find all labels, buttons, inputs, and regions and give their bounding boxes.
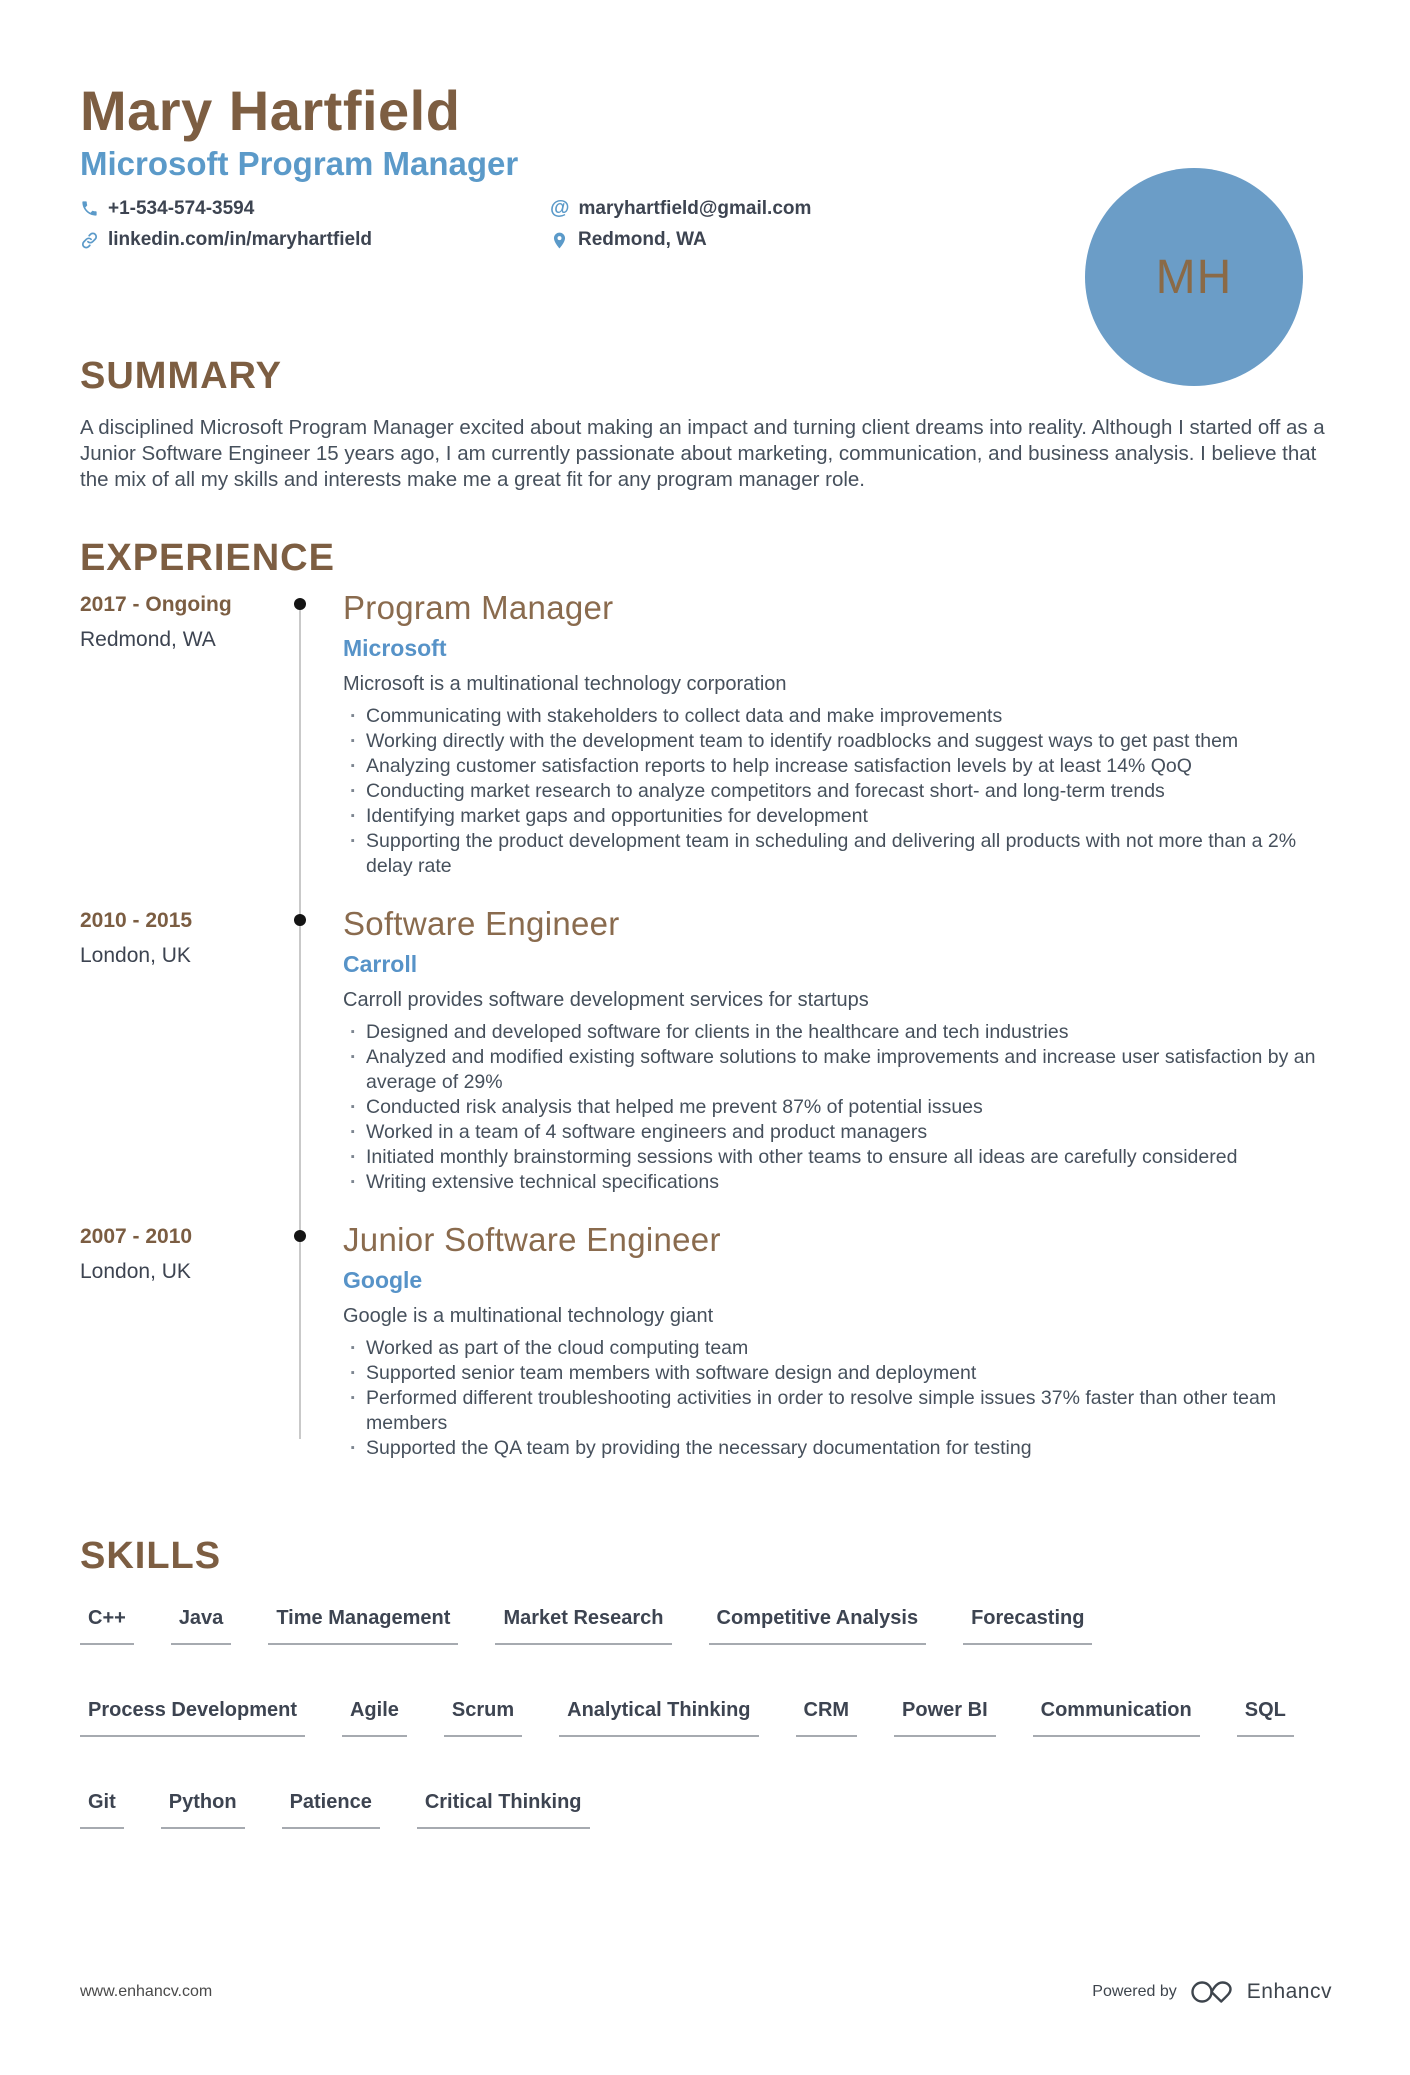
contact-email[interactable] [550, 197, 980, 220]
job-bullet: · Analyzing customer satisfaction reports to help increase satisfaction levels by at least 14% QoQ [343, 754, 1330, 779]
summary-text: A disciplined Microsoft Program Manager excited about making an impact and turning client dreams into reality. Although I started off as a Junior Software Engineer 15 years ago, I am currently passionate about marketing, communication, and business analysis. I believe that the mix of all my skills and interests make me a great fit for any program manager role. [80, 416, 1325, 491]
skills-list [80, 1607, 1340, 1829]
job-bullet: · Writing extensive technical specifications [343, 1170, 1330, 1195]
job-location: London, UK [80, 944, 191, 967]
skill-tag: Critical Thinking [417, 1791, 590, 1829]
experience-heading: EXPERIENCE [80, 537, 335, 579]
link-icon [80, 231, 99, 250]
avatar-initials: MH [1155, 250, 1233, 304]
job-title: Junior Software Engineer [343, 1221, 721, 1258]
brand-name-link[interactable]: Enhancv [1246, 1980, 1332, 2003]
pin-icon [550, 231, 569, 250]
job-description: Microsoft is a multinational technology corporation [343, 673, 787, 695]
footer [80, 1978, 1332, 2006]
job-bullets [343, 1336, 1330, 1461]
skill-tag: Patience [282, 1791, 380, 1829]
skill-tag: Forecasting [963, 1607, 1092, 1645]
contact-phone-value: +1-534-574-3594 [108, 197, 255, 219]
skill-tag: Communication [1033, 1699, 1200, 1737]
job-company: Microsoft [343, 635, 447, 661]
job-location: Redmond, WA [80, 628, 216, 651]
at-icon: @ [550, 197, 570, 219]
job-title: Software Engineer [343, 905, 620, 942]
job-entry [80, 589, 1330, 879]
job-description: Google is a multinational technology giant [343, 1305, 714, 1327]
job-bullets [343, 1020, 1330, 1195]
skill-tag: Power BI [894, 1699, 996, 1737]
skill-tag: Python [161, 1791, 245, 1829]
job-content [343, 1221, 1330, 1461]
skill-tag: Git [80, 1791, 124, 1829]
timeline-line [299, 605, 301, 1439]
timeline-cell [289, 1225, 343, 1461]
job-company: Google [343, 1267, 423, 1293]
skill-tag: Analytical Thinking [559, 1699, 758, 1737]
avatar [1085, 168, 1303, 386]
infinity-logo [1189, 1978, 1235, 2006]
skill-tag: Java [171, 1607, 232, 1645]
footer-branding [1092, 1978, 1332, 2006]
job-entry [80, 905, 1330, 1195]
person-headline: Microsoft Program Manager [80, 145, 519, 182]
person-name: Mary Hartfield [80, 79, 461, 142]
timeline-dot [294, 914, 306, 926]
job-title: Program Manager [343, 589, 614, 626]
skill-tag: Market Research [495, 1607, 671, 1645]
job-bullet: · Supported senior team members with software design and deployment [343, 1361, 1330, 1386]
timeline-dot [294, 598, 306, 610]
job-content [343, 589, 1330, 879]
skill-tag: CRM [796, 1699, 858, 1737]
contact-email-value: maryhartfield@gmail.com [578, 197, 812, 219]
job-bullet: · Conducted risk analysis that helped me prevent 87% of potential issues [343, 1095, 1330, 1120]
skills-heading: SKILLS [80, 1535, 222, 1577]
job-dates: 2010 - 2015 [80, 909, 193, 932]
job-location: London, UK [80, 1260, 191, 1283]
summary-heading: SUMMARY [80, 355, 282, 397]
skill-tag: C++ [80, 1607, 134, 1645]
skill-tag: Process Development [80, 1699, 305, 1737]
contact-linkedin-value: linkedin.com/in/maryhartfield [108, 229, 372, 250]
job-dates: 2017 - Ongoing [80, 593, 232, 616]
job-bullets [343, 704, 1330, 879]
job-bullet: · Supported the QA team by providing the necessary documentation for testing [343, 1436, 1330, 1461]
phone-icon [80, 199, 99, 218]
job-bullet: · Worked as part of the cloud computing team [343, 1336, 1330, 1361]
job-description: Carroll provides software development services for startups [343, 989, 869, 1011]
job-meta [80, 1225, 289, 1461]
job-dates: 2007 - 2010 [80, 1225, 193, 1248]
job-bullet: · Worked in a team of 4 software engineers and product managers [343, 1120, 1330, 1145]
job-company: Carroll [343, 951, 418, 977]
job-meta [80, 593, 289, 879]
contact-location-value: Redmond, WA [578, 229, 707, 250]
skill-tag: SQL [1237, 1699, 1294, 1737]
job-bullet: · Initiated monthly brainstorming sessions with other teams to ensure all ideas are carefully considered [343, 1145, 1330, 1170]
powered-by-label: Powered by [1092, 1983, 1177, 2000]
skill-tag: Scrum [444, 1699, 522, 1737]
skill-tag: Time Management [268, 1607, 458, 1645]
experience-timeline [80, 589, 1330, 1461]
timeline-cell [289, 593, 343, 879]
resume-page [0, 80, 1410, 1829]
job-bullet: · Performed different troubleshooting activities in order to resolve simple issues 37% faster than other team members [343, 1386, 1330, 1436]
job-bullet: · Identifying market gaps and opportunities for development [343, 804, 1330, 829]
timeline-cell [289, 909, 343, 1195]
job-bullet: · Working directly with the development team to identify roadblocks and suggest ways to get past them [343, 729, 1330, 754]
contact-list [80, 197, 980, 251]
job-bullet: · Designed and developed software for clients in the healthcare and tech industries [343, 1020, 1330, 1045]
job-bullet: · Supporting the product development team in scheduling and delivering all products with not more than a 2% delay rate [343, 829, 1330, 879]
contact-location [550, 229, 980, 251]
contact-phone[interactable] [80, 197, 550, 220]
timeline-dot [294, 1230, 306, 1242]
job-content [343, 905, 1330, 1195]
job-meta [80, 909, 289, 1195]
job-bullet: · Analyzed and modified existing software solutions to make improvements and increase user satisfaction by an average of 29% [343, 1045, 1330, 1095]
job-bullet: · Conducting market research to analyze competitors and forecast short- and long-term trends [343, 779, 1330, 804]
contact-linkedin[interactable] [80, 229, 550, 251]
job-bullet: · Communicating with stakeholders to collect data and make improvements [343, 704, 1330, 729]
job-entry [80, 1221, 1330, 1461]
skill-tag: Agile [342, 1699, 407, 1737]
footer-website-link[interactable]: www.enhancv.com [80, 1983, 213, 2000]
skill-tag: Competitive Analysis [709, 1607, 927, 1645]
